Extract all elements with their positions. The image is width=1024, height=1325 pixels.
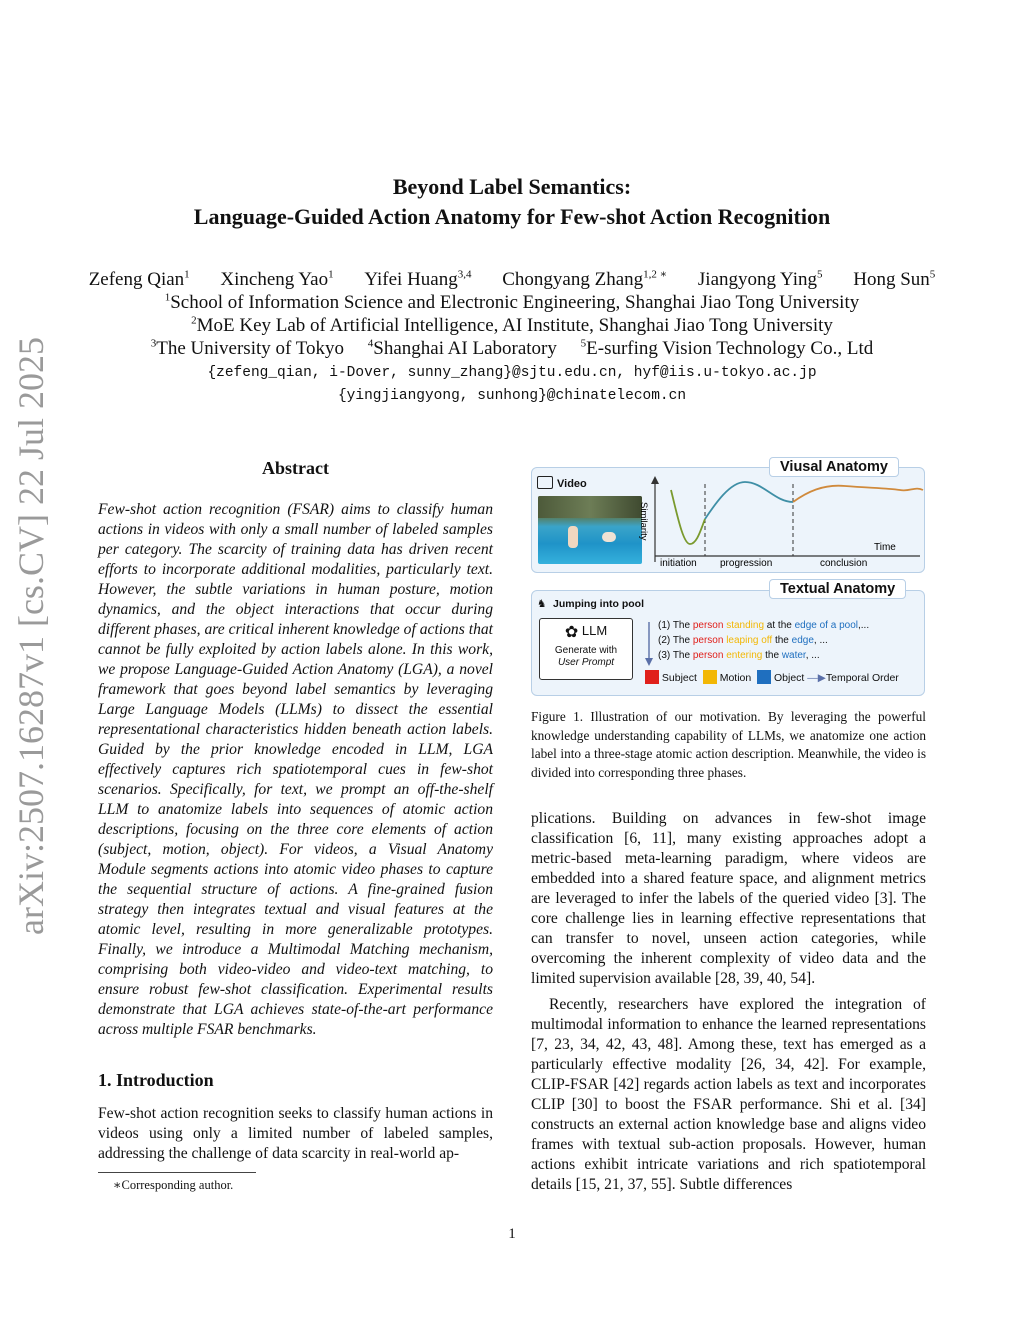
footnote: ∗Corresponding author. — [113, 1178, 234, 1192]
similarity-axis-label: Similarity — [638, 502, 649, 541]
author: Xincheng Yao$^1$ — [220, 268, 334, 290]
author: Yifei Huang$^{3,4}$ — [364, 268, 472, 290]
curve-progression — [705, 482, 793, 519]
author: Jiangyong Ying$^5$ — [697, 268, 823, 290]
paper-title — [0, 172, 1024, 232]
figure-caption: Figure 1. Illustration of our motivation. By leveraging the powerful knowledge understanding capability of LLMs, we anatomize one action label into a three-stage atomic action description. Meanwhile, the video is divided into corresponding three phases. — [531, 709, 926, 780]
temporal-arrow — [643, 620, 655, 668]
llm-generate: Generate with — [554, 645, 618, 656]
subject-swatch — [645, 670, 659, 684]
author: Hong Sun$^5$ — [853, 268, 936, 290]
emails-line-2: {yingjiangyong, sunhong}@chinatelecom.cn — [337, 388, 687, 404]
textual-anatomy-label: Textual Anatomy — [769, 579, 906, 599]
action-icon: ♞ — [537, 598, 547, 610]
abstract-heading: Abstract — [262, 458, 329, 478]
object-swatch — [757, 670, 771, 684]
affiliation-1: $^1$School of Information Science and Electronic Engineering, Shanghai Jiao Tong University — [164, 291, 860, 313]
time-axis-label: Time — [874, 542, 896, 553]
figure-1 — [531, 456, 927, 696]
motion-swatch — [703, 670, 717, 684]
emails-line-1: {zefeng_qian, i-Dover, sunny_zhang}@sjtu.edu.cn, hyf@iis.u-tokyo.ac.jp — [207, 365, 817, 381]
description-1: (1) The person standing at the edge of a pool,... — [658, 620, 870, 631]
video-icon — [537, 476, 553, 489]
intro-paragraph-1: Few-shot action recognition seeks to classify human actions in videos using only a limited number of labeled samples, addressing the challenge of data scarcity in real-world ap- — [98, 1105, 493, 1162]
openai-icon: ✿ — [564, 624, 579, 641]
abstract-text: Few-shot action recognition (FSAR) aims to classify human actions in videos with only a small number of labeled samples per category. The scarcity of training data has driven recent efforts to incorporate additional modalities, particularly text. However, the subtle variations in human posture, motion dynamics, and the object interactions that occur during different phases, are critical inherent knowledge of actions that cannot be fully exploited by action labels alone. In this work, we propose Language-Guided Action Anatomy (LGA), a novel framework that goes beyond label semantics by leveraging Large Language Models (LLMs) to dissect the essential representational characteristics hidden beneath action labels. Guided by the prior knowledge encoded in LLM, LGA effectively captures rich spatiotemporal cues in few-shot scenarios. Specifically, for text, we prompt an off-the-shelf LLM to anatomize labels into sequences of atomic action descriptions, focusing on the three core elements of action (subject, motion, object). For videos, a Visual Anatomy Module segments actions into atomic video phases to capture the sequential structure of actions. A fine-grained fusion strategy then integrates textual and visual features at the atomic level, resulting in more generalizable prototypes. Finally, we introduce a Multimodal Matching mechanism, comprising both video-video and video-text matching, to ensure robust few-shot classification. Experimental results demonstrate that LGA achieves state-of-the-art performance across multiple FSAR benchmarks. — [98, 501, 493, 1038]
llm-box — [539, 618, 633, 680]
llm-title: ✿ LLM — [564, 623, 608, 641]
arxiv-stamp: arXiv:2507.16287v1 [cs.CV] 22 Jul 2025 — [11, 337, 51, 935]
curve-conclusion — [793, 486, 923, 502]
figure-legend: Subject Motion Object —▶Temporal Order — [645, 670, 899, 684]
title-line-2: Language-Guided Action Anatomy for Few-shot Action Recognition — [193, 204, 831, 229]
atomic-descriptions — [658, 618, 869, 663]
author: Chongyang Zhang$^{1,2 ∗}$ — [502, 268, 668, 290]
video-thumbnail — [538, 496, 642, 564]
similarity-chart — [635, 474, 925, 574]
visual-anatomy-label: Viusal Anatomy — [769, 457, 899, 477]
footnote-rule — [98, 1172, 256, 1173]
description-2: (2) The person leaping off the edge, ... — [658, 635, 828, 646]
action-label: ♞ Jumping into pool — [537, 598, 644, 610]
title-line-1: Beyond Label Semantics: — [392, 174, 632, 199]
author-block — [0, 268, 1024, 408]
author-list — [0, 268, 1024, 291]
affiliation-2: $^2$MoE Key Lab of Artificial Intelligence, AI Institute, Shanghai Jiao Tong University — [191, 314, 833, 336]
phase-label: progression — [720, 558, 773, 569]
intro-paragraph-1-continued: plications. Building on advances in few-shot image classification [6, 11], many existing approaches adopt a metric-based meta-learning paradigm, where videos are embedded into a shared feature space, and alignment metrics are leveraged to infer the labels of the queried video [3]. The core challenge lies in learning effective representations that can transfer to novel, unseen action categories, while overcoming the inherent complexity of video data and the limited supervision available [28, 39, 40, 54]. — [531, 810, 926, 987]
arrow-icon: —▶ — [807, 672, 826, 684]
curve-initiation — [671, 490, 705, 544]
llm-prompt: User Prompt — [557, 657, 615, 668]
description-3: (3) The person entering the water, ... — [658, 650, 820, 661]
phase-label: conclusion — [820, 558, 868, 569]
video-label: Video — [537, 476, 587, 490]
intro-heading: 1. Introduction — [98, 1070, 214, 1090]
intro-paragraph-2: Recently, researchers have explored the integration of multimodal information to enhance the learned representations [7, 23, 34, 42, 43, 48]. Among these, text has emerged as a particularly effective modality [26, 34, 42]. For example, CLIP-FSAR [42] regards action labels as text and incorporates CLIP [30] to boost the FSAR performance. Shi et al. [34] constructs an external action knowledge base and aligns video frames with textual sub-action proposals. However, human actions exhibit intricate variations and rich spatiotemporal details [15, 21, 37, 55]. Subtle differences — [531, 996, 926, 1193]
page-number: 1 — [508, 1226, 516, 1242]
affiliation-3-5: $^3$The University of Tokyo $^4$Shanghai AI Laboratory $^5$E-surfing Vision Technology Co., Ltd — [150, 337, 874, 359]
y-axis-arrow — [651, 476, 659, 484]
phase-label: initiation — [660, 558, 697, 569]
author: Zefeng Qian$^1$ — [88, 268, 190, 290]
